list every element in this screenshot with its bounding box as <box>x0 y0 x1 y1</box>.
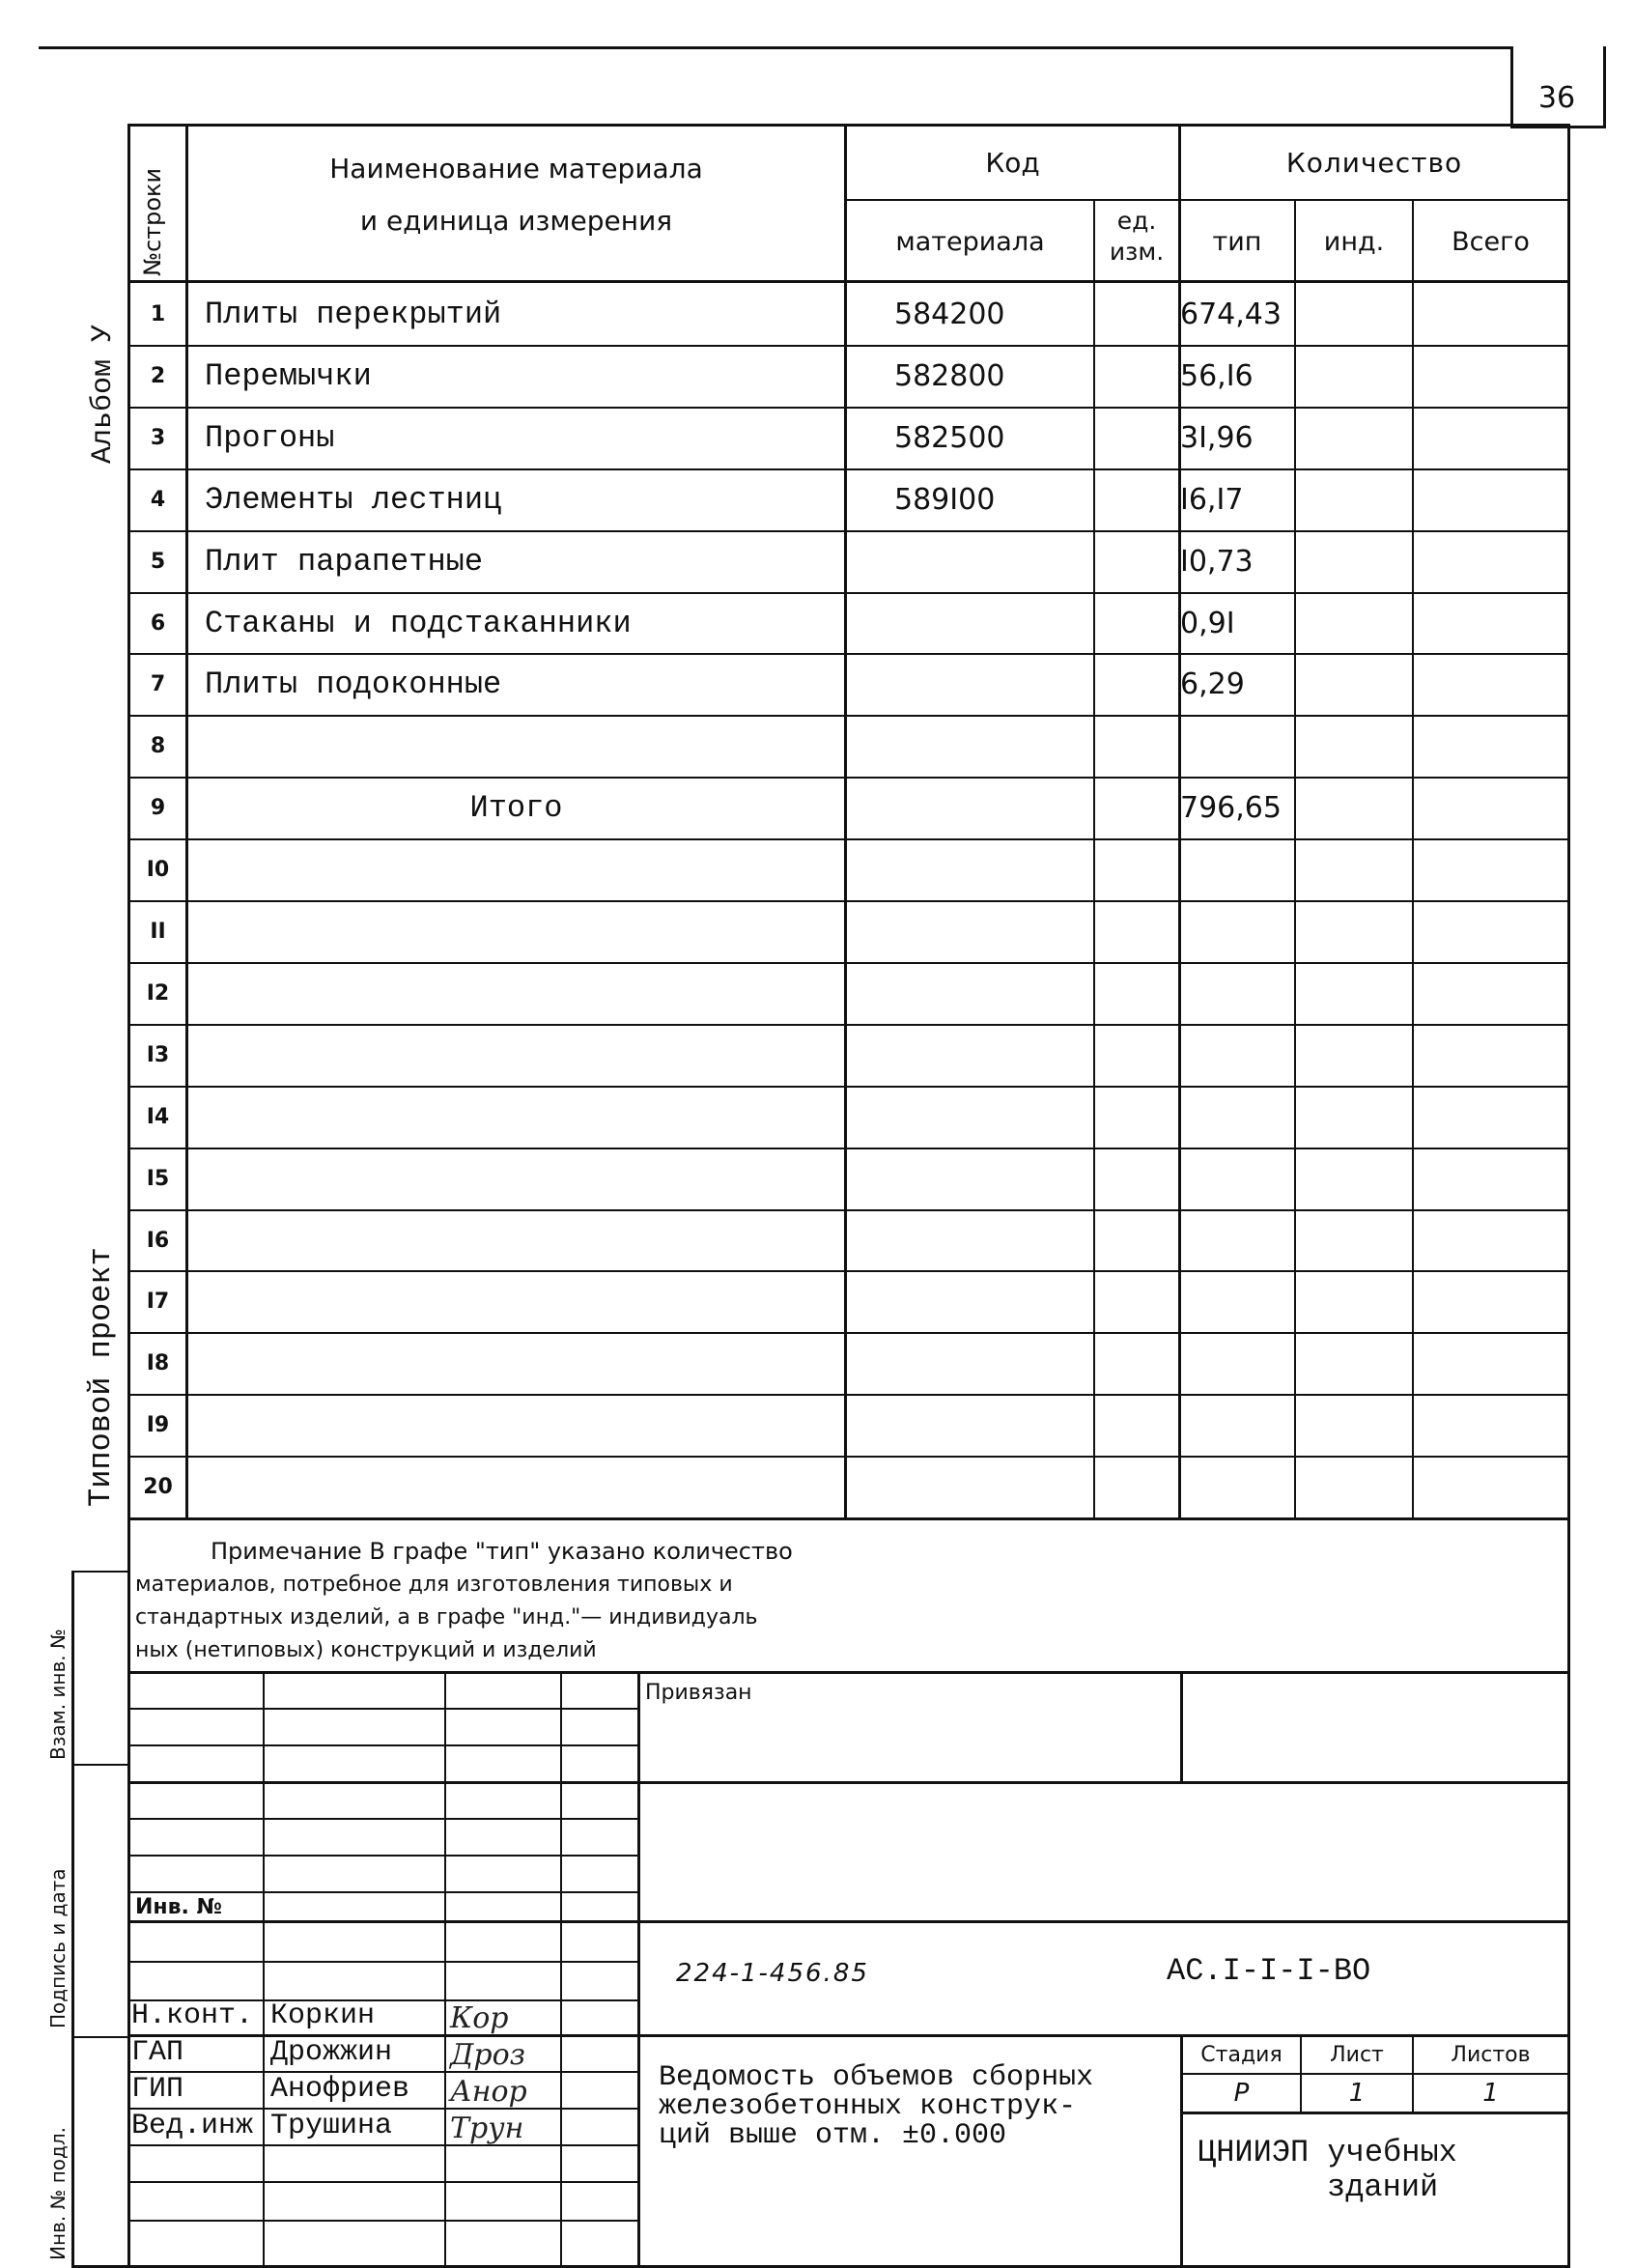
staff-role: Н.конт. <box>131 1999 254 2032</box>
row-name <box>205 1024 842 1086</box>
tb-line-h-1 <box>127 1671 1570 1674</box>
note-line2: материалов, потребное для изготовления типовых и <box>135 1573 733 1597</box>
tb-line-v-3 <box>560 1671 562 2268</box>
stamp-sheets-label: Листов <box>1451 2042 1531 2067</box>
stamp-stage-label: Стадия <box>1200 2042 1283 2067</box>
header-qty-ind: инд. <box>1323 226 1385 257</box>
page-number-box-right <box>1603 46 1606 128</box>
table-bottom-line <box>127 1517 1570 1520</box>
row-type-qty: 674,43 <box>1180 297 1282 331</box>
row-type-qty <box>1180 1209 1294 1271</box>
row-type-qty <box>1180 715 1294 777</box>
row-type-qty <box>1180 1270 1294 1332</box>
side-typical-project: Типовой проект <box>83 1247 119 1507</box>
tb-line-h-14 <box>127 2144 639 2146</box>
header-code-material: материала <box>895 226 1045 257</box>
row-name <box>205 900 842 962</box>
stamp-doc-code: АС.I-I-I-ВО <box>1167 1953 1371 1989</box>
stamp-sheets-value: 1 <box>1482 2079 1499 2108</box>
row-number: 1 <box>150 301 166 326</box>
row-code <box>894 1209 1093 1271</box>
row-type-qty <box>1180 1456 1294 1517</box>
tb-line-v-bound <box>1180 1671 1183 1783</box>
tb-line-h-5 <box>127 1818 639 1820</box>
row-name: Стаканы и подстаканники <box>205 605 632 641</box>
stamp-org-line1: ЦНИИЭП учебных <box>1198 2135 1457 2170</box>
row-code <box>894 1024 1093 1086</box>
row-number: I5 <box>146 1166 170 1191</box>
tb-line-h-7 <box>127 1891 639 1893</box>
total-type-qty: 796,65 <box>1180 790 1282 825</box>
row-name <box>205 1209 842 1271</box>
side-album: Альбом У <box>87 324 120 464</box>
stamp-title-line1: Ведомость объемов сборных <box>659 2061 1094 2094</box>
row-type-qty: 56,I6 <box>1180 358 1254 393</box>
tb-line-h-2 <box>127 1708 639 1710</box>
col-line-name <box>844 124 847 1519</box>
row-name <box>205 1394 842 1456</box>
row-type-qty: 0,9I <box>1180 606 1235 640</box>
row-name <box>205 1148 842 1209</box>
row-name: Прогоны <box>205 419 335 456</box>
side-stamp-div1 <box>71 1571 129 1573</box>
stamp-stage-value: Р <box>1233 2079 1250 2108</box>
header-qty-type: тип <box>1212 226 1262 257</box>
header-code-unit-2: изм. <box>1109 237 1165 266</box>
row-name <box>205 1332 842 1394</box>
row-code <box>894 653 1093 715</box>
row-name <box>205 715 842 777</box>
tb-line-h-8 <box>127 1920 1570 1923</box>
row-code <box>894 1270 1093 1332</box>
staff-role: ГАП <box>131 2036 184 2069</box>
side-sign-date: Подпись и дата <box>46 1868 70 2028</box>
row-type-qty <box>1180 1394 1294 1456</box>
row-type-qty <box>1180 1332 1294 1394</box>
note-line3: стандартных изделий, а в графе "инд."— индивидуаль <box>135 1605 758 1630</box>
row-number: I7 <box>146 1289 170 1314</box>
row-number: 5 <box>150 549 166 574</box>
header-qty-total: Всего <box>1452 226 1530 257</box>
row-name <box>205 1086 842 1148</box>
staff-signature: Анор <box>450 2075 527 2109</box>
row-code <box>894 1394 1093 1456</box>
header-code: Код <box>985 146 1040 179</box>
row-code <box>894 530 1093 592</box>
row-number: II <box>150 919 166 944</box>
row-name <box>205 1270 842 1332</box>
col-line-code-unit <box>1093 201 1095 1519</box>
tb-line-v-4 <box>637 1671 640 2268</box>
total-label: Итого <box>469 789 563 826</box>
tb-line-h-9 <box>127 1961 639 1963</box>
row-code <box>894 1332 1093 1394</box>
row-code <box>894 962 1093 1024</box>
staff-signature: Трун <box>450 2112 524 2145</box>
row-code <box>894 592 1093 654</box>
row-number: I0 <box>146 857 170 882</box>
tb-line-v-2 <box>444 1671 446 2268</box>
row-number: I2 <box>146 980 170 1006</box>
row-name: Плиты подоконные <box>205 666 502 702</box>
note-line4: ных (нетиповых) конструкций и изделий <box>135 1638 597 1662</box>
staff-role: ГИП <box>131 2073 184 2106</box>
row-type-qty <box>1180 962 1294 1024</box>
stamp-bound: Привязан <box>645 1681 752 1705</box>
stamp-sheet-value: 1 <box>1348 2079 1366 2108</box>
row-name <box>205 962 842 1024</box>
tb-line-h-15 <box>127 2181 639 2183</box>
row-name: Элементы лестниц <box>205 481 502 518</box>
table-top-line <box>127 124 1570 127</box>
row-name: Плиты перекрытий <box>205 296 502 332</box>
row-type-qty: I0,73 <box>1180 544 1254 579</box>
note-line1: Примечание В графе "тип" указано количество <box>211 1538 793 1565</box>
row-number: 4 <box>150 487 166 512</box>
frame-right-line <box>1567 124 1570 2268</box>
row-type-qty <box>1180 838 1294 900</box>
row-number: 9 <box>150 795 166 820</box>
stamp-org-line2: зданий <box>1327 2169 1439 2205</box>
row-type-qty <box>1180 900 1294 962</box>
side-stamp-outer-line <box>71 1573 74 2268</box>
side-inv-original: Инв. № подл. <box>46 2127 70 2260</box>
staff-role: Вед.инж <box>131 2110 254 2142</box>
side-stamp-div3 <box>71 2036 129 2038</box>
row-type-qty: I6,I7 <box>1180 482 1244 517</box>
header-name-line2: и единица измерения <box>359 204 673 237</box>
row-name: Плит парапетные <box>205 543 484 580</box>
tb-line-h-4 <box>127 1781 1570 1784</box>
row-number: I6 <box>146 1228 170 1253</box>
row-name: Перемычки <box>205 357 372 394</box>
staff-name: Коркин <box>270 1999 376 2032</box>
stamp-inv-no: Инв. № <box>135 1895 223 1919</box>
row-code: 582800 <box>894 358 1005 393</box>
stamp-title-line3: ций выше отм. ±0.000 <box>659 2119 1007 2152</box>
top-border-line <box>39 46 1510 49</box>
tb-line-v-1 <box>263 1671 265 2268</box>
page-number: 36 <box>1537 80 1576 115</box>
stamp-sheet-label: Лист <box>1330 2042 1384 2067</box>
row-number: I3 <box>146 1042 170 1067</box>
row-number: I8 <box>146 1350 170 1375</box>
row-code <box>894 715 1093 777</box>
row-number: 3 <box>150 425 166 450</box>
row-code <box>894 900 1093 962</box>
staff-signature: Дроз <box>450 2038 526 2072</box>
row-number: 2 <box>150 363 166 388</box>
stamp-project-no: 224-1-456.85 <box>676 1959 869 1988</box>
stamp-title-line2: железобетонных конструк- <box>659 2090 1077 2123</box>
staff-name: Дрожжин <box>270 2036 393 2069</box>
col-line-ind <box>1412 201 1414 1519</box>
row-code <box>894 1148 1093 1209</box>
row-code: 584200 <box>894 297 1005 331</box>
header-sub-line <box>844 199 1570 201</box>
row-type-qty <box>1180 1148 1294 1209</box>
row-number: 6 <box>150 610 166 636</box>
tb-line-h-16 <box>127 2220 639 2222</box>
row-code: 589I00 <box>894 482 996 517</box>
side-inv-replace: Взам. инв. № <box>46 1629 70 1760</box>
side-stamp-div2 <box>71 1764 129 1766</box>
col-line-type <box>1294 201 1296 1519</box>
row-type-qty: 6,29 <box>1180 666 1245 701</box>
header-row-no: №строки <box>139 167 166 276</box>
staff-signature: Кор <box>450 2001 509 2035</box>
row-number: 7 <box>150 671 166 696</box>
row-code <box>894 838 1093 900</box>
tb-line-h-3 <box>127 1744 639 1746</box>
row-name <box>205 1456 842 1517</box>
row-number: I9 <box>146 1412 170 1437</box>
row-code <box>894 1086 1093 1148</box>
row-number: 20 <box>143 1474 173 1499</box>
row-code <box>894 1456 1093 1517</box>
header-code-unit-1: ед. <box>1116 206 1157 235</box>
row-code <box>894 777 1093 838</box>
tb-line-h-org <box>1180 2112 1570 2114</box>
header-quantity: Количество <box>1285 146 1463 179</box>
row-type-qty <box>1180 1024 1294 1086</box>
row-number: I4 <box>146 1104 170 1129</box>
row-name <box>205 838 842 900</box>
row-number: 8 <box>150 733 166 758</box>
row-code: 582500 <box>894 420 1005 455</box>
row-type-qty: 3I,96 <box>1180 420 1254 455</box>
staff-name: Анофриев <box>270 2073 410 2106</box>
tb-line-h-6 <box>127 1855 639 1857</box>
staff-name: Трушина <box>270 2110 393 2142</box>
row-type-qty <box>1180 1086 1294 1148</box>
header-name-line1: Наименование материала <box>329 152 703 184</box>
